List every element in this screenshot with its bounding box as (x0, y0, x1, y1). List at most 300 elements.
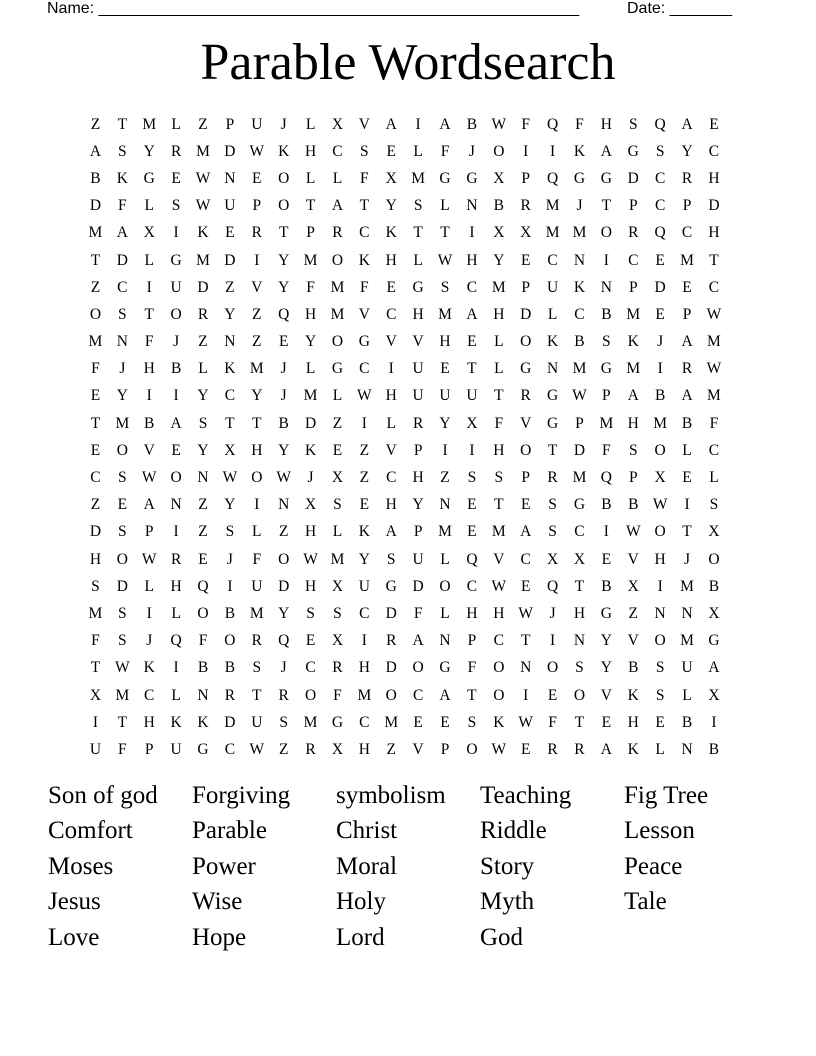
grid-letter: Y (278, 441, 290, 459)
grid-letter: S (279, 713, 288, 731)
grid-letter: H (466, 604, 478, 622)
grid-letter: G (573, 169, 586, 187)
grid-letter: W (141, 469, 157, 487)
grid-letter: Q (654, 115, 666, 133)
grid-letter: T (90, 414, 101, 432)
grid-letter: C (628, 251, 639, 269)
word-list-item: Jesus (48, 888, 101, 916)
grid-letter: F (118, 197, 127, 215)
grid-letter: I (550, 632, 556, 650)
grid-letter: L (144, 577, 154, 595)
grid-letter: O (331, 251, 344, 269)
grid-letter: I (146, 604, 152, 622)
grid-letter: L (332, 523, 343, 541)
grid-letter: N (600, 278, 612, 296)
word-list-row (48, 778, 768, 814)
grid-letter: K (278, 142, 290, 160)
grid-letter: G (358, 333, 370, 351)
grid-letter: M (707, 387, 721, 405)
grid-letter: K (493, 713, 505, 731)
grid-letter: P (225, 115, 235, 133)
grid-letter: M (707, 333, 721, 351)
grid-letter: R (547, 740, 558, 758)
grid-letter: O (654, 523, 666, 541)
grid-letter: J (119, 360, 126, 378)
grid-letter: S (628, 441, 638, 459)
grid-letter: A (331, 197, 344, 215)
grid-letter: H (573, 604, 586, 622)
grid-letter: T (225, 414, 235, 432)
grid-letter: K (627, 333, 639, 351)
grid-letter: H (358, 740, 370, 758)
grid-letter: O (573, 686, 586, 704)
grid-letter: X (304, 496, 317, 514)
grid-letter: O (170, 469, 182, 487)
grid-letter: U (358, 577, 370, 595)
grid-letter: A (681, 333, 693, 351)
grid-letter: A (143, 496, 155, 514)
grid-letter: O (654, 441, 666, 459)
word-list-item: Wise (192, 888, 243, 916)
grid-letter: O (116, 550, 128, 568)
page-title: Parable Wordsearch (200, 34, 616, 91)
grid-letter: C (359, 360, 370, 378)
grid-letter: X (708, 686, 720, 704)
grid-letter: I (173, 659, 179, 677)
grid-letter: C (574, 523, 585, 541)
grid-letter: U (170, 278, 182, 296)
grid-letter: P (144, 740, 154, 758)
grid-letter: G (197, 740, 209, 758)
grid-letter: T (252, 414, 262, 432)
grid-letter: M (384, 713, 399, 731)
grid-letter: E (520, 577, 531, 595)
grid-letter: S (548, 523, 557, 541)
grid-letter: B (170, 360, 182, 378)
grid-row (82, 356, 732, 383)
word-list-item: symbolism (336, 781, 446, 809)
grid-letter: L (655, 740, 665, 758)
grid-letter: E (467, 333, 477, 351)
grid-letter: Z (252, 305, 262, 323)
grid-letter: L (440, 197, 450, 215)
grid-letter: M (572, 360, 587, 378)
grid-letter: O (304, 686, 317, 704)
grid-letter: F (306, 278, 315, 296)
grid-letter: X (708, 523, 720, 541)
grid-letter: B (224, 659, 236, 677)
grid-letter: I (388, 360, 394, 378)
grid-letter: H (627, 414, 639, 432)
grid-letter: E (90, 441, 101, 459)
grid-row (82, 274, 732, 301)
grid-letter: C (412, 686, 424, 704)
date-field[interactable]: Date: _______ (627, 0, 732, 17)
grid-letter: V (600, 686, 612, 704)
grid-letter: W (652, 496, 668, 514)
grid-letter: M (357, 686, 372, 704)
grid-letter: A (116, 224, 128, 242)
grid-letter: T (90, 251, 101, 269)
grid-letter: O (412, 659, 424, 677)
grid-letter: T (494, 387, 504, 405)
grid-letter: I (254, 251, 260, 269)
grid-letter: G (600, 169, 612, 187)
grid-letter: L (171, 686, 181, 704)
grid-letter: E (601, 713, 612, 731)
grid-letter: G (600, 604, 612, 622)
grid-letter: B (681, 713, 693, 731)
grid-letter: W (303, 550, 318, 568)
grid-letter: K (170, 713, 182, 731)
grid-letter: W (437, 251, 453, 269)
grid-letter: U (251, 115, 263, 133)
grid-letter: B (574, 333, 585, 351)
grid-letter: O (278, 197, 290, 215)
grid-letter: W (249, 142, 265, 160)
grid-letter: M (626, 305, 641, 323)
grid-letter: I (442, 441, 448, 459)
grid-letter: V (520, 414, 532, 432)
grid-letter: I (173, 224, 179, 242)
grid-letter: N (439, 632, 451, 650)
grid-letter: V (412, 333, 424, 351)
grid-letter: Y (681, 142, 693, 160)
grid-letter: S (655, 686, 665, 704)
grid-letter: U (224, 197, 236, 215)
grid-letter: C (359, 604, 370, 622)
grid-letter: T (494, 496, 504, 514)
grid-letter: P (306, 224, 315, 242)
grid-letter: J (280, 387, 287, 405)
grid-letter: S (91, 577, 100, 595)
grid-letter: F (602, 441, 611, 459)
grid-letter: Y (304, 333, 317, 351)
grid-letter: L (494, 360, 504, 378)
grid-letter: F (91, 360, 100, 378)
grid-letter: K (358, 251, 370, 269)
grid-letter: J (280, 115, 287, 133)
grid-letter: Q (546, 169, 559, 187)
grid-letter: I (146, 278, 152, 296)
grid-letter: I (361, 632, 367, 650)
grid-letter: A (412, 632, 424, 650)
grid-letter: S (118, 604, 127, 622)
grid-letter: O (466, 740, 478, 758)
grid-letter: S (171, 197, 181, 215)
grid-letter: E (655, 251, 665, 269)
grid-letter: B (601, 305, 612, 323)
grid-letter: Z (198, 496, 208, 514)
grid-letter: G (143, 169, 155, 187)
grid-letter: M (196, 251, 210, 269)
grid-letter: L (144, 197, 154, 215)
grid-letter: T (547, 441, 558, 459)
grid-letter: R (278, 686, 289, 704)
grid-letter: T (467, 686, 477, 704)
grid-letter: C (708, 142, 720, 160)
grid-letter: J (146, 632, 153, 650)
grid-letter: M (115, 414, 130, 432)
grid-letter: W (195, 197, 211, 215)
word-list (48, 778, 768, 956)
grid-letter: K (304, 441, 317, 459)
grid-letter: X (89, 686, 102, 704)
grid-letter: A (600, 142, 612, 160)
grid-letter: Y (493, 251, 505, 269)
grid-letter: S (494, 469, 504, 487)
grid-letter: N (197, 469, 209, 487)
word-list-item: Fig Tree (624, 781, 709, 809)
grid-letter: L (305, 169, 316, 187)
grid-letter: P (575, 414, 584, 432)
grid-letter: B (601, 496, 612, 514)
grid-letter: E (520, 251, 531, 269)
grid-letter: Y (358, 550, 370, 568)
grid-letter: I (173, 523, 179, 541)
grid-letter: D (520, 305, 532, 323)
grid-letter: T (520, 632, 531, 650)
grid-letter: B (278, 414, 289, 432)
grid-letter: S (602, 333, 611, 351)
grid-letter: Y (278, 251, 290, 269)
grid-letter: S (709, 496, 719, 514)
grid-letter: A (89, 142, 102, 160)
grid-letter: M (653, 414, 668, 432)
grid-letter: A (439, 115, 451, 133)
grid-letter: Y (385, 197, 397, 215)
grid-letter: Y (278, 604, 290, 622)
grid-letter: T (682, 523, 692, 541)
grid-letter: N (573, 251, 586, 269)
grid-letter: E (252, 169, 262, 187)
grid-letter: I (603, 523, 609, 541)
grid-letter: C (386, 305, 397, 323)
grid-letter: L (547, 305, 558, 323)
grid-letter: D (278, 577, 290, 595)
grid-letter: S (252, 659, 262, 677)
grid-letter: U (251, 713, 263, 731)
grid-letter: B (681, 414, 693, 432)
grid-row (82, 138, 732, 165)
grid-row (82, 437, 732, 464)
grid-letter: H (89, 550, 102, 568)
grid-letter: Z (278, 740, 289, 758)
grid-letter: G (546, 387, 559, 405)
grid-row (82, 165, 732, 192)
grid-letter: G (170, 251, 182, 269)
grid-letter: M (572, 224, 587, 242)
grid-letter: Q (278, 305, 290, 323)
grid-letter: C (386, 469, 397, 487)
grid-letter: O (493, 142, 505, 160)
grid-letter: L (386, 414, 396, 432)
grid-letter: P (521, 469, 530, 487)
word-list-row (48, 885, 768, 921)
word-list-item: God (480, 923, 524, 951)
grid-letter: P (628, 197, 638, 215)
grid-letter: V (385, 441, 397, 459)
grid-row (82, 682, 732, 709)
word-list-item: Story (480, 852, 535, 880)
grid-letter: X (493, 169, 505, 187)
grid-letter: N (573, 632, 586, 650)
grid-letter: R (251, 224, 262, 242)
grid-letter: S (467, 469, 477, 487)
grid-letter: R (332, 224, 343, 242)
grid-letter: W (357, 387, 372, 405)
grid-letter: K (573, 278, 586, 296)
grid-letter: M (115, 686, 130, 704)
grid-letter: S (548, 496, 557, 514)
grid-letter: Q (197, 577, 209, 595)
grid-letter: Z (252, 333, 262, 351)
grid-letter: N (681, 740, 693, 758)
grid-letter: W (141, 550, 157, 568)
grid-letter: E (171, 169, 181, 187)
grid-letter: U (412, 387, 424, 405)
grid-letter: M (88, 224, 103, 242)
grid-letter: M (411, 169, 426, 187)
grid-letter: I (415, 115, 421, 133)
grid-letter: X (546, 550, 559, 568)
grid-letter: I (684, 496, 690, 514)
grid-letter: N (654, 604, 666, 622)
grid-letter: T (601, 197, 612, 215)
grid-letter: R (170, 550, 182, 568)
grid-letter: C (520, 550, 531, 568)
grid-letter: H (493, 305, 505, 323)
grid-letter: L (171, 604, 181, 622)
grid-letter: P (682, 197, 692, 215)
grid-letter: F (494, 414, 504, 432)
grid-letter: Y (412, 496, 424, 514)
grid-letter: T (278, 224, 289, 242)
grid-letter: T (413, 224, 423, 242)
grid-letter: G (439, 659, 451, 677)
grid-letter: E (359, 496, 370, 514)
grid-letter: B (708, 577, 720, 595)
grid-row (82, 193, 732, 220)
grid-letter: M (438, 523, 452, 541)
word-list-item: Lord (336, 923, 385, 951)
grid-letter: J (280, 360, 287, 378)
grid-letter: G (546, 414, 559, 432)
grid-letter: R (520, 387, 531, 405)
grid-letter: C (708, 441, 720, 459)
grid-letter: V (627, 632, 639, 650)
grid-letter: N (197, 686, 209, 704)
grid-letter: M (626, 360, 641, 378)
grid-letter: O (385, 686, 397, 704)
grid-letter: K (143, 659, 155, 677)
grid-letter: A (439, 686, 451, 704)
grid-letter: L (198, 360, 208, 378)
grid-letter: F (360, 169, 369, 187)
grid-letter: H (143, 713, 155, 731)
grid-letter: M (438, 305, 452, 323)
grid-letter: H (466, 251, 478, 269)
grid-letter: Z (278, 523, 289, 541)
grid-letter: O (493, 686, 505, 704)
grid-letter: X (331, 469, 344, 487)
grid-letter: F (413, 604, 423, 622)
grid-letter: X (331, 740, 344, 758)
grid-letter: Q (466, 550, 478, 568)
grid-letter: Z (440, 469, 450, 487)
grid-letter: I (711, 713, 717, 731)
grid-letter: P (440, 740, 450, 758)
grid-letter: P (682, 305, 692, 323)
grid-letter: D (385, 659, 397, 677)
grid-letter: H (412, 305, 424, 323)
grid-letter: M (249, 604, 264, 622)
grid-letter: W (706, 305, 722, 323)
grid-letter: I (657, 360, 663, 378)
grid-row (82, 301, 732, 328)
grid-letter: U (89, 740, 102, 758)
word-list-item: Parable (192, 817, 267, 845)
grid-letter: J (657, 333, 664, 351)
grid-letter: P (413, 441, 423, 459)
grid-letter: B (628, 496, 639, 514)
grid-letter: X (224, 441, 236, 459)
grid-letter: R (251, 632, 262, 650)
grid-letter: H (627, 713, 639, 731)
grid-letter: D (627, 169, 639, 187)
grid-letter: N (520, 659, 532, 677)
grid-letter: J (173, 333, 180, 351)
grid-letter: M (303, 387, 318, 405)
grid-letter: H (654, 550, 666, 568)
grid-letter: G (627, 142, 639, 160)
grid-letter: M (545, 197, 560, 215)
grid-letter: N (546, 360, 559, 378)
grid-letter: U (412, 360, 424, 378)
grid-letter: X (385, 169, 397, 187)
grid-letter: X (331, 577, 344, 595)
grid-letter: Q (170, 632, 182, 650)
grid-letter: M (545, 224, 560, 242)
grid-letter: N (278, 496, 290, 514)
word-list-item: Love (48, 923, 100, 951)
grid-letter: F (709, 414, 719, 432)
grid-letter: S (655, 142, 665, 160)
grid-letter: J (226, 550, 233, 568)
grid-letter: Z (90, 115, 101, 133)
grid-letter: S (467, 713, 477, 731)
grid-letter: I (173, 387, 179, 405)
word-list-item: Teaching (480, 781, 572, 809)
grid-letter: P (602, 387, 611, 405)
grid-letter: W (491, 577, 507, 595)
grid-letter: U (681, 659, 693, 677)
grid-letter: L (252, 523, 262, 541)
grid-letter: D (304, 414, 317, 432)
grid-letter: M (303, 251, 318, 269)
grid-letter: I (550, 142, 556, 160)
grid-letter: F (252, 550, 262, 568)
grid-letter: E (332, 441, 343, 459)
grid-letter: E (520, 496, 531, 514)
word-list-item: Hope (192, 923, 247, 951)
grid-letter: T (117, 713, 128, 731)
word-list-item: Moral (336, 852, 398, 880)
grid-letter: S (440, 278, 450, 296)
grid-letter: V (412, 740, 424, 758)
grid-letter: B (466, 115, 478, 133)
name-field[interactable]: Name: ______________________________________________________ (47, 0, 580, 17)
